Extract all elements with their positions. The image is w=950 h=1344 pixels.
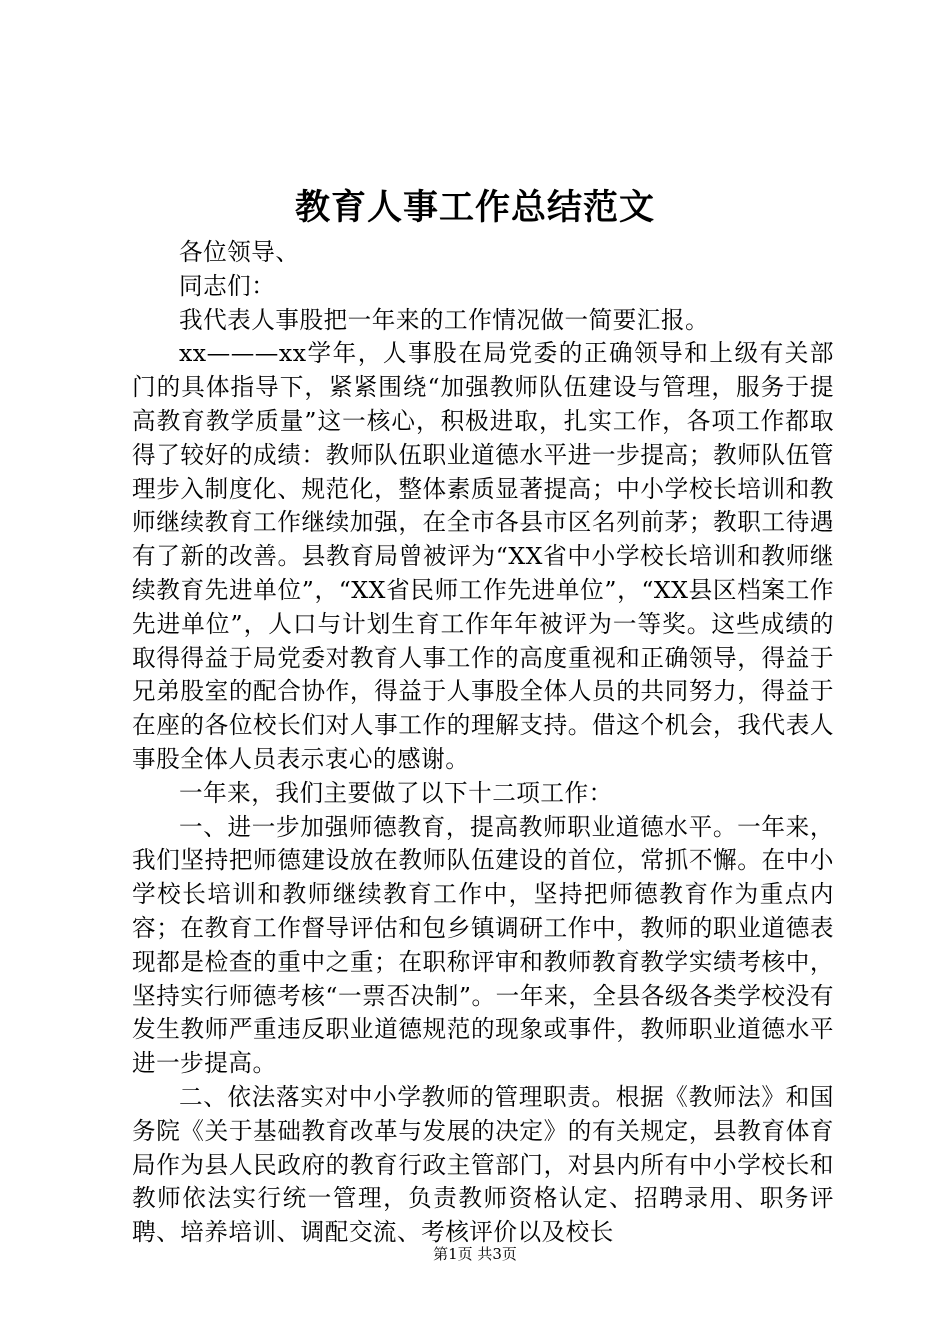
- work-items-intro: 一年来，我们主要做了以下十二项工作：: [179, 778, 613, 807]
- intro-paragraph: 我代表人事股把一年来的工作情况做一简要汇报。: [179, 305, 710, 334]
- salutation-leaders: 各位领导、: [179, 238, 300, 266]
- document-body: [132, 236, 834, 1250]
- item-two-paragraph: 二、依法落实对中小学教师的管理职责。根据《教师法》和国务院《关于基础教育改革与发展的决定》的有关规定，县教育体育局作为县人民政府的教育行政主管部门，对县内所有中小学校长和教师依法实行统一管理，负责教师资格认定、招聘录用、职务评聘、培养培训、调配交流、考核评价以及校长: [132, 1082, 834, 1247]
- salutation-comrades: 同志们：: [179, 271, 276, 300]
- page-number: 第1页 共3页: [433, 1245, 517, 1263]
- document-title: 教育人事工作总结范文: [294, 187, 655, 228]
- achievements-paragraph: xx———xx学年，人事股在局党委的正确领导和上级有关部门的具体指导下，紧紧围绕“加强教师队伍建设与管理，服务于提高教育教学质量”这一核心，积极进取，扎实工作，各项工作都取得了较好的成绩：教师队伍职业道德水平进一步提高；教师队伍管理步入制度化、规范化，整体素质显著提高；中小学校长培训和教师继续教育工作继续加强，在全市各县市区名列前茅；教职工待遇有了新的改善。县教育局曾被评为“XX省中小学校长培训和教师继续教育先进单位”，“XX省民师工作先进单位”，“XX县区档案工作先进单位”，人口与计划生育工作年年被评为一等奖。这些成绩的取得得益于局党委对教育人事工作的高度重视和正确领导，得益于兄弟股室的配合协作，得益于人事股全体人员的共同努力，得益于在座的各位校长们对人事工作的理解支持。借这个机会，我代表人事股全体人员表示衷心的感谢。: [132, 339, 834, 773]
- item-one-paragraph: 一、进一步加强师德教育，提高教师职业道德水平。一年来，我们坚持把师德建设放在教师队伍建设的首位，常抓不懈。在中小学校长培训和教师继续教育工作中，坚持把师德教育作为重点内容；在教育工作督导评估和包乡镇调研工作中，教师的职业道德表现都是检查的重中之重；在职称评审和教师教育教学实绩考核中，坚持实行师德考核“一票否决制”。一年来，全县各级各类学校没有发生教师严重违反职业道德规范的现象或事件，教师职业道德水平进一步提高。: [132, 812, 834, 1078]
